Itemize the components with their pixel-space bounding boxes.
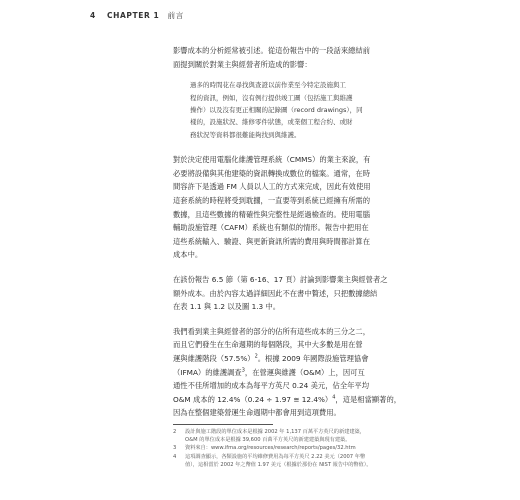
page-header [90,10,184,21]
footnote-ref[interactable]: 4 [332,394,336,401]
footnote-number: 3 [173,445,177,452]
chapter-label: CHAPTER 1 [107,11,160,20]
text-segment: （IFMA）的維護調查 [173,367,242,377]
paragraph-cmms [173,153,409,262]
text-line: 輔助設施管理（CAFM）系統也有類似的情形。報告中把用在 [173,223,369,233]
footnote-line: 資料來自：www.ifma.org/resources/research/reports/pages/32.htm [185,445,356,452]
footnote [173,428,409,444]
footnote-line: 設計與施工階段的單位成本是根據 2002 年 1,137 百萬平方英尺的新建建築， [185,429,365,435]
footnote-ref[interactable]: 2 [254,353,258,360]
text-segment: O&M 成本的 12.4%（0.24 ÷ 1.97 ≅ 12.4%） [173,394,333,404]
text-line: 而且它們發生在生命週期的每個階段，其中大多數是用在營 [173,340,363,350]
text-line: 這套系統的時程將受到耽擱，一直要等到系統已經擁有所需的 [173,196,371,205]
text-line: 通性不佳所增加的成本為每平方英尺 0.24 美元，佔全年平均 [173,381,370,391]
text-segment: ，這是相當顯著的， [335,394,402,404]
text-segment: 運與維護階段（57.5%） [173,353,255,363]
chapter-title: 前言 [167,11,184,20]
block-quote [190,79,409,141]
text-line: 間容許下是透過 FM 人員以人工的方式來完成，因此有效使用 [173,182,371,192]
quote-line: 過多的時間花在尋找與查證以前作業至今特定設施與工 [190,81,346,90]
text-line [173,393,409,407]
paragraph-intro [173,44,409,71]
text-line: 在表 1.1 與 1.2 以及圖 1.3 中。 [173,302,281,312]
text-line: 在該份報告 6.5 節（第 6-16、17 頁）討論到影響業主與經營者之 [173,274,388,284]
footnote [173,453,409,469]
quote-line: 操作）以及沒有更正相關的記錄圖（record drawings），同 [190,106,363,114]
footnote-line: 值），這相當於 2002 年之幣值 1.97 美元（根據於那份在 NIST 報告中的幣值）。 [185,461,372,468]
text-line: 我們看到業主與經營者的部分的佔所有這些成本的三分之二， [173,326,371,336]
text-line: 對於決定使用電腦化維護管理系統（CMMS）的業主來說，有 [173,155,371,165]
quote-line: 務狀況等資料都很難能夠找到與維護。 [190,130,301,139]
page-body [173,44,409,431]
text-line: 面提到關於對業主與經營者所造成的影響： [173,59,312,69]
footnote-number: 2 [173,429,177,435]
text-line [173,366,409,380]
quote-line: 程的資訊，例如，沒有例行提供竣工圖（包括施工與維護 [190,93,353,102]
paragraph-costs [173,325,409,420]
text-line: 這些系統輸入、驗證、與更新資訊所需的費用與時間都計算在 [173,236,371,246]
footnote [173,444,409,452]
text-line: 額外成本。由於內容太過詳細因此不在書中贅述，只把數據總結 [173,288,378,298]
text-line: 必要將設備與其他建築的資訊轉換成數位的檔案。通常，在時 [173,168,371,178]
text-segment: 。根據 2009 年國際設施管理協會 [257,353,369,363]
text-line: 數據，且這些數據的精確性與完整性是經過檢查的。使用電腦 [173,209,371,219]
text-segment: ，在營運與維護（O&M）上，因可互 [244,367,365,377]
footnote-number: 4 [173,453,177,460]
paragraph-report-section [173,273,409,314]
text-line: 成本中。 [173,250,203,260]
footnote-ref[interactable]: 3 [241,367,245,374]
footnote-line: O&M 的單位成本是根據 39,600 百萬平方英尺的新建建築與現有建築。 [185,437,351,444]
text-line: 因為在整個建築營運生命週期中都會用到這項費用。 [173,408,341,418]
quote-line: 樣的，設施狀況、維修零件狀態，或業個工程合約、或財 [190,118,353,127]
page-number: 4 [90,11,96,20]
text-line: 影響成本的分析經常被引述。從這份報告中的一段話來總結前 [173,46,371,55]
footnote-line: 這項調查顯示，各類設施的平均維修費用為每平方英尺 2.22 美元（2007 年幣 [185,453,366,460]
text-line [173,352,409,366]
footnote-divider [173,424,273,425]
footnotes [173,428,409,469]
